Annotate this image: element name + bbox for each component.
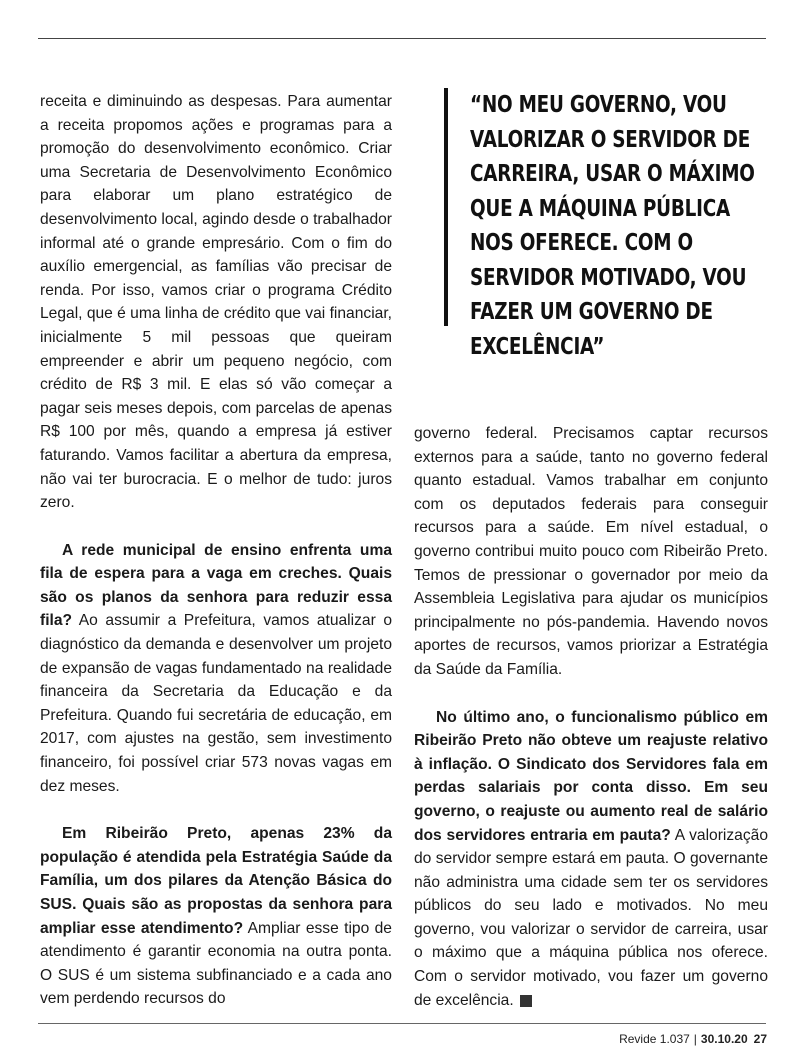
body-text: governo federal. Precisamos captar recursos externos para a saúde, tanto no governo federal quanto estadual. Vamos trabalhar em conjunto com os deputados federais para conseguir recursos para a saúde. Em nível estadual, o governo contribui muito pouco com Ribeirão Preto. Temos de pressionar o governador por meio da Assembleia Legislativa para ajudar os municípios principalmente no pós-pandemia. Havendo novos aportes de recursos, vamos priorizar a Estratégia da Saúde da Família. — [414, 425, 768, 678]
right-column — [414, 422, 768, 1036]
pull-quote-text: “NO MEU GOVERNO, VOU VALORIZAR O SERVIDOR DE CARREIRA, USAR O MÁXIMO QUE A MÁQUINA PÚBLICA NOS OFERECE. COM O SERVIDOR MOTIVADO, VOU FAZER UM GOVERNO DE EXCELÊNCIA” — [470, 92, 755, 360]
page-number: 27 — [753, 1032, 767, 1046]
page-footer — [619, 1032, 767, 1046]
body-text: receita e diminuindo as despesas. Para aumentar a receita propomos ações e programas para a promoção do desenvolvimento econômico. Criar uma Secretaria de Desenvolvimento Econômico para elaborar um plano estratégico de desenvolvimento local, agindo desde o trabalhador informal até o grande empresário. Com o fim do auxílio emergencial, as famílias vão precisar de renda. Por isso, vamos criar o programa Crédito Legal, que é uma linha de crédito que vai financiar, inicialmente 5 mil pessoas que queiram empreender e abrir um pequeno negócio, com crédito de R$ 3 mil. E elas só vão começar a pagar seis meses depois, com parcelas de apenas R$ 100 por mês, quando a empresa já estiver faturando. Vamos facilitar a abertura da empresa, não vai ter burocracia. E o melhor de tudo: juros zero. — [40, 93, 392, 512]
paragraph — [40, 90, 392, 515]
magazine-issue: Revide 1.037 — [619, 1032, 690, 1046]
footer-separator: | — [693, 1032, 697, 1046]
qa-paragraph — [414, 706, 768, 1013]
question-text: No último ano, o funcionalismo público em Ribeirão Preto não obteve um reajuste relativo à inflação. O Sindicato dos Servidores fala em perdas salariais por conta disso. Em seu governo, o reajuste ou aumento real de salário dos servidores entraria em pauta? — [414, 708, 768, 844]
question-text: A rede municipal de ensino enfrenta uma fila de espera para a vaga em creches. Quais são os planos da senhora para reduzir essa fila? — [40, 541, 392, 630]
qa-paragraph — [40, 539, 392, 799]
left-column — [40, 90, 392, 1035]
issue-date: 30.10.20 — [700, 1032, 748, 1046]
pull-quote — [444, 88, 756, 360]
paragraph — [414, 422, 768, 682]
answer-text: Ampliar esse tipo de atendimento é garantir economia na outra ponta. O SUS é um sistema subfinanciado e a cada ano vem perdendo recursos do — [40, 919, 392, 1008]
bottom-rule — [38, 1023, 766, 1024]
question-text: Em Ribeirão Preto, apenas 23% da população é atendida pela Estratégia Saúde da Família, um dos pilares da Atenção Básica do SUS. Quais são as propostas da senhora para ampliar esse atendimento? — [40, 825, 392, 937]
answer-text: A valorização do servidor sempre estará em pauta. O governante não administra uma cidade sem ter os servidores públicos do seu lado e motivados. No meu governo, vou valorizar o servidor de carreira, usar o máximo que a máquina pública nos oferece. Com o servidor motivado, vou fazer um governo de excelência. — [414, 826, 768, 1009]
top-rule — [38, 38, 766, 39]
answer-text: Ao assumir a Prefeitura, vamos atualizar o diagnóstico da demanda e desenvolver um projeto de expansão de vagas fundamentado na realidade financeira da Secretaria da Educação e da Prefeitura. Quando fui secretária de educação, em 2017, com ajustes na gestão, sem investimento financeiro, foi possível criar 573 novas vagas em dez meses. — [40, 612, 392, 795]
end-mark-icon: R — [520, 995, 532, 1007]
qa-paragraph — [40, 822, 392, 1011]
